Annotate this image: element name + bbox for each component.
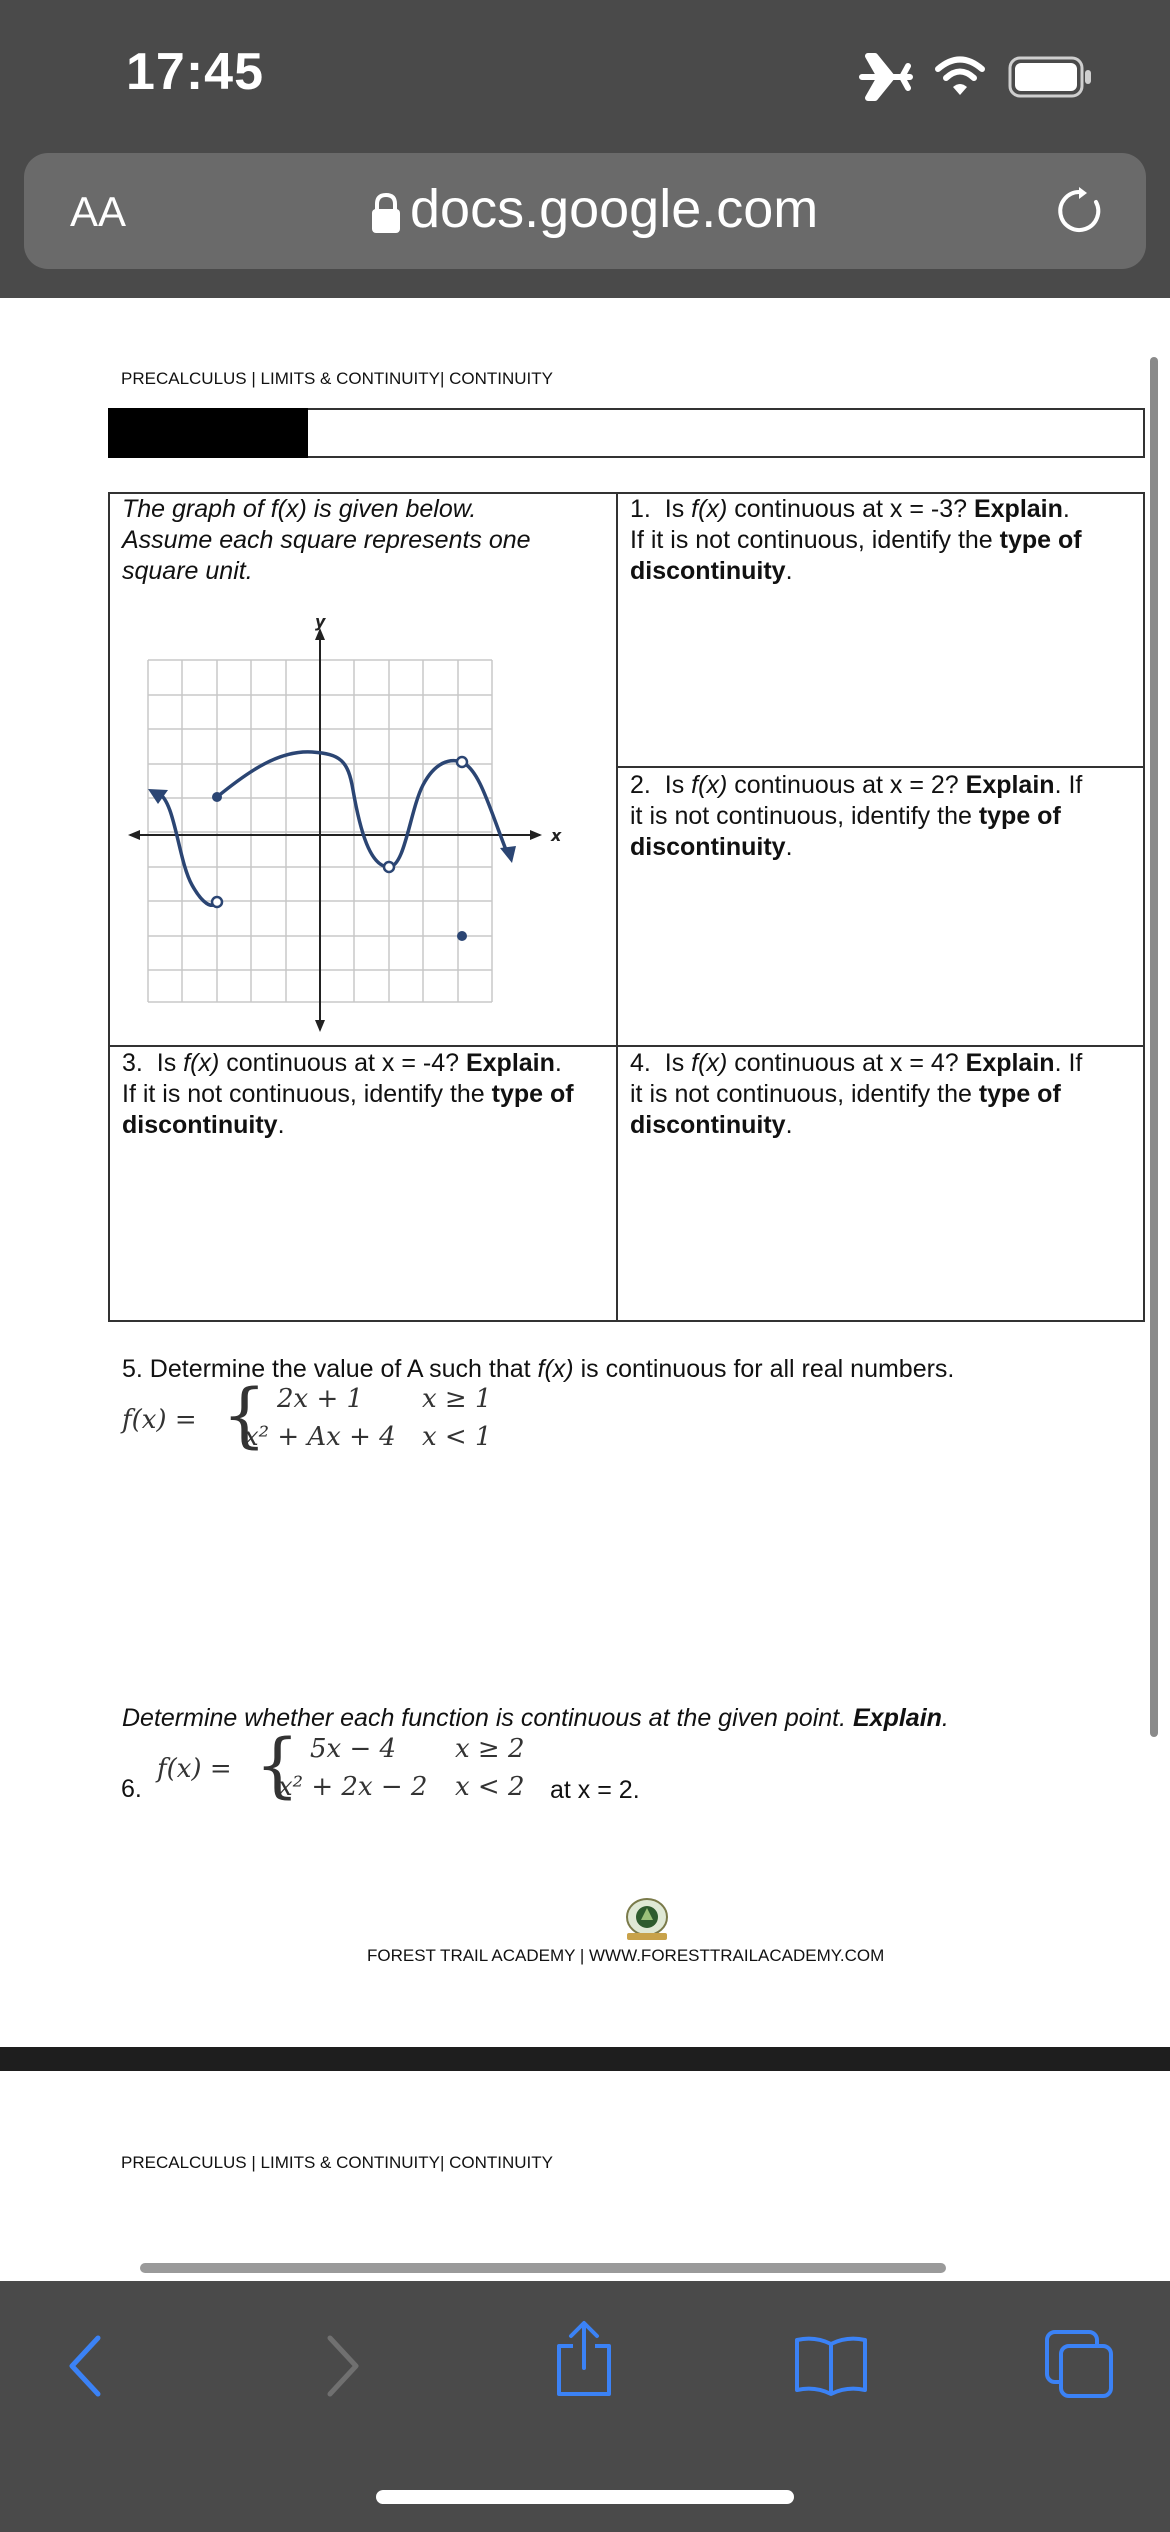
page-break xyxy=(0,2047,1170,2071)
y-axis-label: y xyxy=(315,612,326,631)
graph-intro xyxy=(122,494,612,587)
battery-icon xyxy=(1008,56,1094,98)
q6-piece-1-expr: 5x − 4 xyxy=(310,1734,397,1764)
q6-point: at x = 2. xyxy=(550,1776,640,1804)
intro-line-2: Assume each square represents one xyxy=(122,526,531,554)
open-point-middle xyxy=(384,862,394,872)
share-icon[interactable] xyxy=(553,2320,615,2398)
q6-piece-1-cond: x ≥ 2 xyxy=(455,1734,525,1764)
curve-main-piece xyxy=(217,752,508,867)
q5-piece-1-cond: x ≥ 1 xyxy=(422,1384,492,1414)
y-axis-arrow-down xyxy=(315,1020,325,1032)
page-header: PRECALCULUS | LIMITS & CONTINUITY| CONTINUITY xyxy=(121,369,553,388)
q5-fx-label: f(x) = xyxy=(122,1405,197,1435)
tabs-icon[interactable] xyxy=(1043,2328,1115,2400)
airplane-icon xyxy=(858,52,914,102)
q5-piece-2-cond: x < 1 xyxy=(422,1422,492,1452)
forward-icon[interactable] xyxy=(322,2334,364,2398)
academy-logo xyxy=(620,1896,674,1942)
x-axis-arrow-left xyxy=(128,830,140,840)
q5-piece-1-expr: 2x + 1 xyxy=(277,1384,364,1414)
question-4: 4. Is f(x) continuous at x = 4? Explain. If it is not continuous, identify the type of discontinuity. xyxy=(630,1049,1083,1139)
q6-piece-2-cond: x < 2 xyxy=(455,1772,525,1802)
open-point-left xyxy=(212,897,222,907)
status-time: 17:45 xyxy=(126,43,264,101)
horizontal-scrollbar[interactable] xyxy=(140,2263,946,2273)
table-divider-horizontal xyxy=(108,1045,1145,1047)
q6-brace: { xyxy=(255,1724,300,1806)
q5-brace: { xyxy=(222,1374,267,1456)
function-graph xyxy=(120,610,560,1040)
curve-left-piece xyxy=(158,793,217,905)
table-divider-vertical xyxy=(616,492,618,1322)
open-point-right xyxy=(457,757,467,767)
curve-arrow-right xyxy=(500,846,516,863)
intro-line-3: square unit. xyxy=(122,557,253,585)
vertical-scrollbar[interactable] xyxy=(1150,357,1158,1737)
back-icon[interactable] xyxy=(64,2334,106,2398)
q6-number: 6. xyxy=(121,1775,142,1803)
q6-piece-2-expr: x² + 2x − 2 xyxy=(278,1772,428,1802)
wifi-icon xyxy=(935,54,985,98)
question-2: 2. Is f(x) continuous at x = 2? Explain. If it is not continuous, identify the type of discontinuity. xyxy=(630,771,1083,861)
redacted-name xyxy=(108,408,308,458)
question-3: 3. Is f(x) continuous at x = -4? Explain. If it is not continuous, identify the type of discontinuity. xyxy=(122,1049,574,1139)
url-text[interactable]: docs.google.com xyxy=(410,179,819,239)
closed-point-isolated xyxy=(457,931,467,941)
x-axis-label: x xyxy=(551,826,562,845)
closed-point-left xyxy=(212,792,222,802)
question-5: 5. Determine the value of A such that f(x) is continuous for all real numbers. xyxy=(122,1355,955,1383)
q6-instruction: Determine whether each function is continuous at the given point. Explain. xyxy=(122,1704,949,1732)
table-divider-right xyxy=(616,766,1145,768)
q5-piece-2-expr: x² + Ax + 4 xyxy=(244,1422,396,1452)
next-page-header: PRECALCULUS | LIMITS & CONTINUITY| CONTINUITY xyxy=(121,2153,553,2172)
question-1: 1. Is f(x) continuous at x = -3? Explain. If it is not continuous, identify the type of discontinuity. xyxy=(630,495,1082,585)
bookmarks-icon[interactable] xyxy=(793,2334,869,2396)
x-axis-arrow-right xyxy=(530,830,542,840)
reload-icon[interactable] xyxy=(1054,186,1104,236)
intro-line-1: The graph of f(x) is given below. xyxy=(122,495,477,523)
home-indicator[interactable] xyxy=(376,2490,794,2504)
lock-icon xyxy=(370,192,402,234)
q6-fx-label: f(x) = xyxy=(157,1754,232,1784)
text-size-button[interactable]: AA xyxy=(70,188,127,235)
page-footer: FOREST TRAIL ACADEMY | WWW.FORESTTRAILACADEMY.COM xyxy=(367,1946,885,1965)
